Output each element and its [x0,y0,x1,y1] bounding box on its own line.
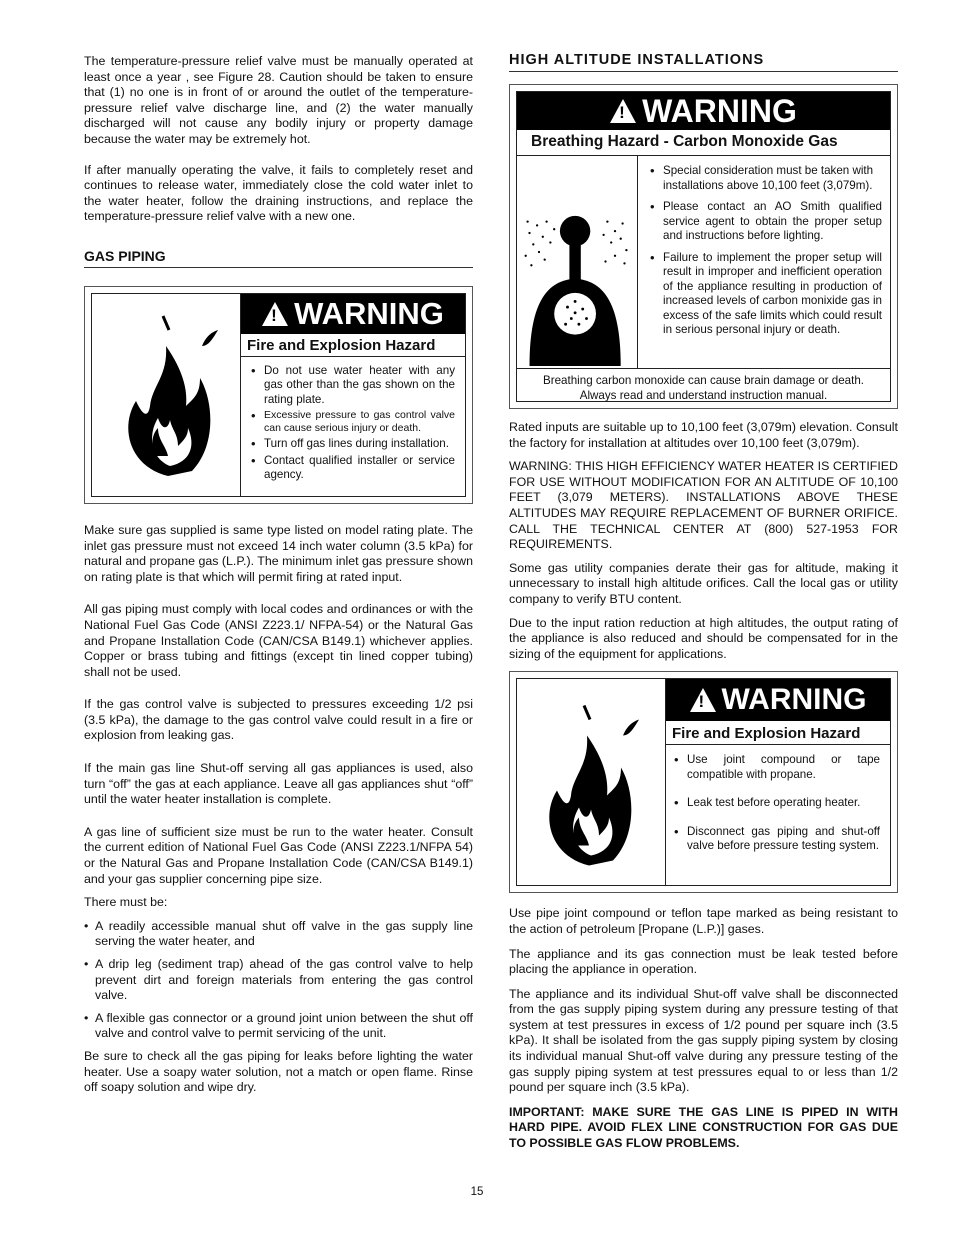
shutoff-paragraph: If the main gas line Shut-off serving all gas appliances is used, also turn “off” the gas at each appliance. Leave all gas appliances shut “off” until the water heater installation is complete. [84,761,473,807]
warning-item: • Failure to implement the proper setup will result in improper and inefficient operation of the appliance resulting in production of increased levels of carbon monixide gas in excess of the safe limits which could result in serious personal injury or death. [650,251,882,338]
gas-line-size-paragraph: A gas line of sufficient size must be run to the water heater. Consult the current edition of National Fuel Gas Code (ANSI Z223.1/NFPA 54) or the Natural Gas and Propane Installation Code (CAN/CSA B149.1) and your gas supplier concerning pipe size. [84,824,473,886]
gas-piping-heading: GAS PIPING [84,248,473,268]
flame-icon [108,306,228,486]
warning-item: • Leak test before operating heater. [674,796,880,811]
disconnect-paragraph: The appliance and its individual Shut-off valve shall be disconnected from the gas supply piping system during any pressure testing of that system at test pressures in excess of 1/2 pound per square inch (3.5 kPa). It shall be isolated from the gas supply piping system by closing its individual manual Shut-off valve during any pressure testing of the gas supply piping system at test pressures equal to or less than 1/2 pound per square inch (3.5 kPa). [509,986,898,1095]
warning-list [638,156,890,368]
codes-paragraph: All gas piping must comply with local codes and ordinances or with the National Fuel Gas Code (ANSI Z223.1/ NFPA-54) or the Natural Gas and Propane Installation Code (CAN/CSA B149.1) whichever applies. Copper or brass tubing and fittings (except tin lined copper tubing) shall not be used. [84,602,473,679]
warning-item: • Contact qualified installer or service agency. [251,454,455,483]
warning-triangle-icon: ! [690,688,716,712]
leak-test-paragraph: The appliance and its gas connection must be leak tested before placing the appliance in operation. [509,946,898,977]
derate-paragraph: Some gas utility companies derate their gas for altitude, making it unnecessary to install high altitude orifices. Call the local gas or utility company to verify BTU content. [509,560,898,606]
warning-item: • Special consideration must be taken with installations above 10,100 feet (3,079m). [650,164,882,193]
gas-supply-paragraph: Make sure gas supplied is same type listed on model rating plate. The inlet gas pressure must not exceed 14 inch water column (3.5 kPa) for natural and propane gas (L.P.). The minimum inlet gas pressure shown on rating plate is that which will permit firing at rated input. [84,522,473,584]
warning-item: • Disconnect gas piping and shut-off valve before pressure testing system. [674,825,880,854]
list-item: • A flexible gas connector or a ground joint union between the shut off valve and control valve to permit servicing of the unit. [84,1011,473,1042]
warning-triangle-icon: ! [262,302,288,326]
rated-inputs-paragraph: Rated inputs are suitable up to 10,100 feet (3,079m) elevation. Consult the factory for installation at altitudes over 10,100 feet (3,079m). [509,420,898,450]
warning-item: • Excessive pressure to gas control valve can cause serious injury or death. [251,409,455,435]
warning-item: • Turn off gas lines during installation. [251,437,455,452]
joint-compound-paragraph: Use pipe joint compound or teflon tape marked as being resistant to the action of petroleum [Propane (L.P.)] gases. [509,906,898,936]
propane-warning-box [509,671,898,893]
leak-check-paragraph: Be sure to check all the gas piping for leaks before lighting the water heater. Use a soapy water solution, not a match or open flame. Rinse off soapy solution and wipe dry. [84,1048,473,1095]
fire-explosion-warning-box [84,286,473,504]
left-column [84,52,473,1096]
requirements-list [84,919,473,1042]
reset-paragraph: If after manually operating the valve, it fails to completely reset and continues to release water, immediately close the cold water inlet to the water heater, follow the draining instructions, and replace the temperature-pressure relief valve with a new one. [84,162,473,224]
there-must-be: There must be: [84,895,168,910]
warning-title-bar: ! WARNING [517,92,890,130]
warning-subtitle: Fire and Explosion Hazard [666,721,890,745]
carbon-monoxide-warning-box [509,84,898,409]
flame-icon [529,693,649,878]
page-number: 15 [470,1186,484,1198]
warning-title-bar: ! WARNING [241,294,465,334]
warning-list [241,357,465,483]
warning-item: • Do not use water heater with any gas other than the gas shown on the rating plate. [251,364,455,408]
warning-list [666,745,890,854]
list-item: • A readily accessible manual shut off valve in the gas supply line serving the water heater, and [84,919,473,950]
warning-item: • Use joint compound or tape compatible with propane. [674,753,880,782]
warning-triangle-icon: ! [610,99,636,123]
warning-subtitle: Breathing Hazard - Carbon Monoxide Gas [517,130,890,156]
warning-subtitle: Fire and Explosion Hazard [241,334,465,357]
output-rating-paragraph: Due to the input ration reduction at high altitudes, the output rating of the appliance is also reduced and should be compensated for in the sizing of the equipment for applications. [509,615,898,661]
relief-valve-paragraph: The temperature-pressure relief valve must be manually operated at least once a year , see Figure 28. Caution should be taken to ensure that (1) no one is in front of or around the outlet of the temperature-pressure relief valve discharge line, and (2) the water manually discharged will not cause any bodily injury or property damage because the water may be extremely hot. [84,54,473,146]
list-item: • A drip leg (sediment trap) ahead of the gas control valve to help prevent dirt and foreign materials from entering the gas control valve. [84,957,473,1004]
important-paragraph: IMPORTANT: MAKE SURE THE GAS LINE IS PIPED IN WITH HARD PIPE. AVOID FLEX LINE CONSTRUCTION FOR GAS DUE TO POSSIBLE GAS FLOW PROBLEMS. [509,1104,898,1151]
pressure-paragraph: If the gas control valve is subjected to pressures exceeding 1/2 psi (3.5 kPa), the damage to the gas control valve could result in a fire or explosion from leaking gas. [84,697,473,743]
certification-warning-paragraph: WARNING: THIS HIGH EFFICIENCY WATER HEATER IS CERTIFIED FOR USE WITHOUT MODIFICATION FOR AN ALTITUDE OF 10,100 FEET (3,079 METERS). INSTALLATIONS ABOVE THESE ALTITUDES MAY REQUIRE REPLACEMENT OF BURNER ORIFICE. CALL THE TECHNICAL CENTER AT (800) 527-1953 FOR REQUIREMENTS. [509,459,898,552]
breathing-hazard-icon [517,176,637,366]
right-column [509,52,898,1152]
warning-title-bar: ! WARNING [666,679,890,721]
high-altitude-heading: HIGH ALTITUDE INSTALLATIONS [509,52,898,72]
warning-item: • Please contact an AO Smith qualified service agent to obtain the proper setup and instructions before lighting. [650,200,882,244]
warning-footer: Breathing carbon monoxide can cause brain damage or death. Always read and understand instruction manual. [543,374,864,402]
